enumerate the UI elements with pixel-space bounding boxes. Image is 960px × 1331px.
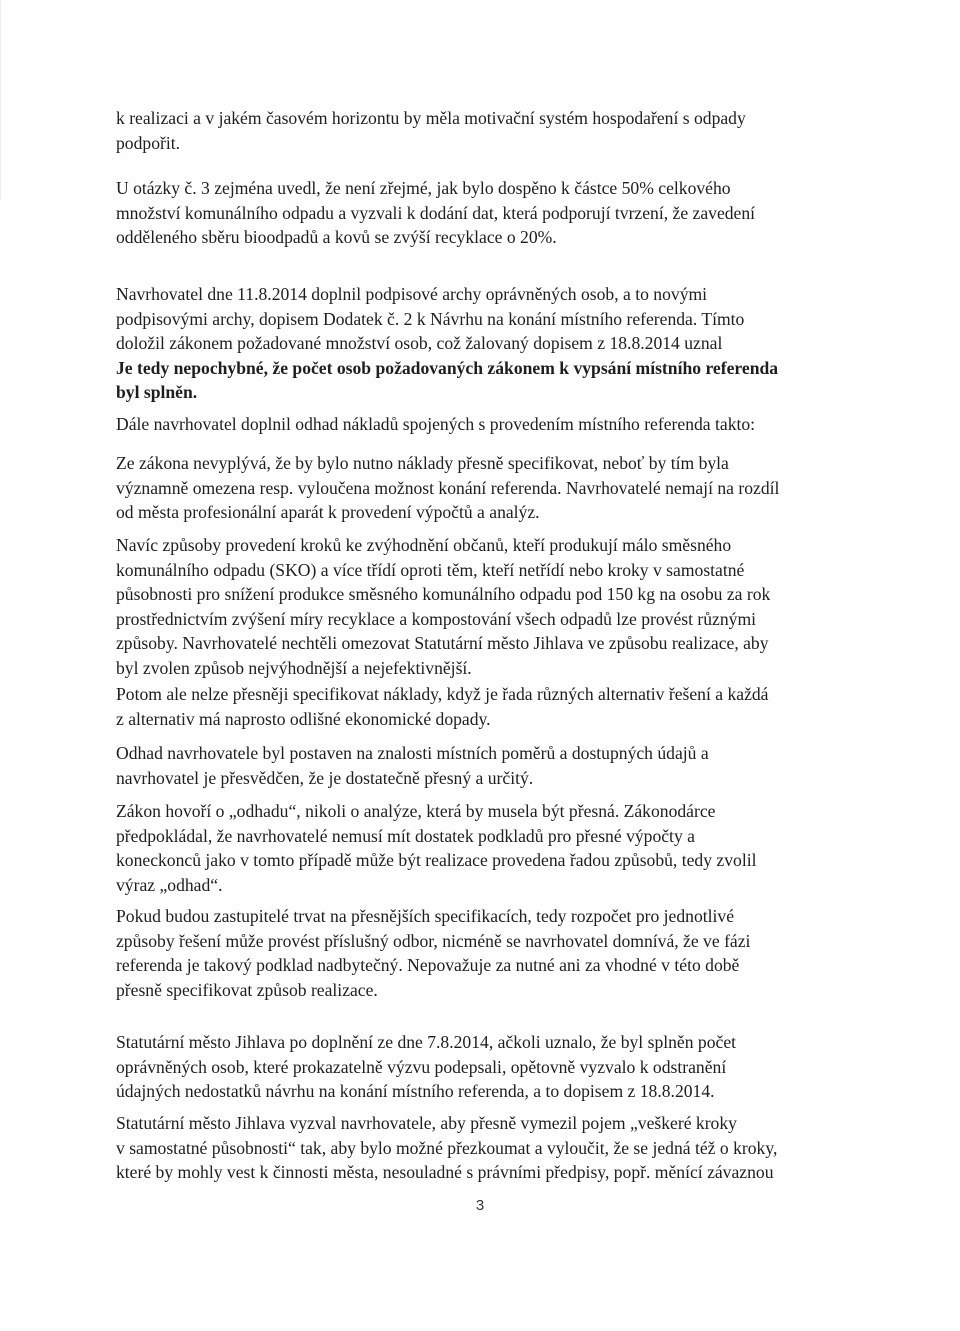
paragraph-question-3	[116, 176, 846, 250]
text-line: Navrhovatel dne 11.8.2014 doplnil podpisové archy oprávněných osob, a to novými	[116, 284, 708, 304]
text-line: které by mohly vest k činnosti města, nesouladné s právními předpisy, popř. měnící závaznou	[116, 1162, 774, 1182]
text-line: působnosti pro snížení produkce směsného komunálního odpadu pod 150 kg na osobu za rok	[116, 584, 771, 604]
paragraph-alternatives	[116, 682, 846, 731]
text-line: z alternativ má naprosto odlišné ekonomické dopady.	[116, 708, 491, 729]
paragraph-signature-sheets	[116, 282, 846, 405]
bold-text-line: Je tedy nepochybné, že počet osob požadovaných zákonem k vypsání místního referenda	[116, 357, 779, 378]
bold-text-line: byl splněn.	[116, 382, 198, 402]
text-line: způsoby. Navrhovatelé nechtěli omezovat Statutární město Jihlava ve způsobu realizace, aby	[116, 633, 769, 653]
text-line: Pokud budou zastupitelé trvat na přesnějších specifikacích, tedy rozpočet pro jednotlivé	[116, 906, 735, 926]
paragraph-motivation-system	[116, 106, 846, 155]
text-line: přesně specifikovat způsob realizace.	[116, 979, 378, 1000]
text-line: podpisovými archy, dopisem Dodatek č. 2 k Návrhu na konání místního referenda. Tímto	[116, 308, 745, 329]
text-line: byl zvolen způsob nejvýhodnější a nejefektivnější.	[116, 657, 472, 678]
text-line: Navíc způsoby provedení kroků ke zvýhodnění občanů, kteří produkují málo směsného	[116, 535, 732, 555]
text-line: Odhad navrhovatele byl postaven na znalosti místních poměrů a dostupných údajů a	[116, 743, 709, 763]
paragraph-cost-estimate-intro	[116, 412, 846, 437]
text-line: Ze zákona nevyplývá, že by bylo nutno náklady přesně specifikovat, neboť by tím byla	[116, 453, 729, 473]
text-line: Potom ale nelze přesněji specifikovat náklady, když je řada různých alternativ řešení a každá	[116, 684, 769, 704]
text-line: komunálního odpadu (SKO) a více třídí oproti těm, kteří netřídí nebo kroky v samostatné	[116, 559, 745, 580]
paragraph-methods-of-steps	[116, 533, 846, 680]
text-line: doložil zákonem požadované množství osob, což žalovaný dopisem z 18.8.2014 uznal	[116, 333, 723, 353]
paragraph-representatives	[116, 904, 846, 1002]
text-line: U otázky č. 3 zejména uvedl, že není zřejmé, jak bylo dospěno k částce 50% celkového	[116, 178, 731, 198]
text-line: Dále navrhovatel doplnil odhad nákladů spojených s provedením místního referenda takto:	[116, 414, 756, 434]
text-line: odděleného sběru bioodpadů a kovů se zvýší recyklace o 20%.	[116, 227, 557, 247]
paragraph-law-does-not-require	[116, 451, 846, 525]
text-line: k realizaci a v jakém časovém horizontu by měla motivační systém hospodaření s odpady	[116, 108, 746, 128]
text-line: referenda je takový podklad nadbytečný. Nepovažuje za nutné ani za vhodné v této době	[116, 955, 740, 975]
text-line: způsoby řešení může provést příslušný odbor, nicméně se navrhovatel domnívá, že ve fázi	[116, 930, 751, 951]
text-line: podpořit.	[116, 132, 181, 153]
text-line: Zákon hovoří o „odhadu“, nikoli o analýze, která by musela být přesná. Zákonodárce	[116, 801, 716, 821]
text-line: významně omezena resp. vyloučena možnost konání referenda. Navrhovatelé nemají na rozdíl	[116, 477, 780, 498]
paragraph-city-after-supplement	[116, 1030, 846, 1104]
text-line: navrhovatel je přesvědčen, že je dostatečně přesný a určitý.	[116, 767, 534, 788]
page-number: 3	[475, 1197, 485, 1214]
text-line: oprávněných osob, které prokazatelně výzvu podepsali, opětovně vyzvalo k odstranění	[116, 1056, 727, 1077]
paragraph-city-request	[116, 1111, 846, 1185]
text-line: Statutární město Jihlava po doplnění ze dne 7.8.2014, ačkoli uznalo, že byl splněn počet	[116, 1032, 737, 1052]
text-line: údajných nedostatků návrhu na konání místního referenda, a to dopisem z 18.8.2014.	[116, 1081, 715, 1101]
paragraph-law-speaks-of-estimate	[116, 799, 846, 897]
text-line: od města profesionální aparát k provedení výpočtů a analýz.	[116, 502, 540, 522]
text-line: prostřednictvím zvýšení míry recyklace a kompostování všech odpadů lze provést různými	[116, 608, 757, 629]
text-line: předpokládal, že navrhovatelé nemusí mít dostatek podkladů pro přesné výpočty a	[116, 825, 695, 846]
text-line: množství komunálního odpadu a vyzvali k dodání dat, která podporují tvrzení, že zavedení	[116, 202, 756, 223]
text-line: koneckonců jako v tomto případě může být realizace provedena řadou způsobů, tedy zvolil	[116, 850, 757, 870]
text-line: v samostatné působnosti“ tak, aby bylo možné přezkoumat a vyloučit, že se jedná též o kroky,	[116, 1137, 778, 1158]
scan-edge-mark	[0, 0, 61, 200]
text-line: Statutární město Jihlava vyzval navrhovatele, aby přesně vymezil pojem „veškeré kroky	[116, 1113, 737, 1133]
paragraph-estimate-basis	[116, 741, 846, 790]
text-line: výraz „odhad“.	[116, 874, 223, 895]
